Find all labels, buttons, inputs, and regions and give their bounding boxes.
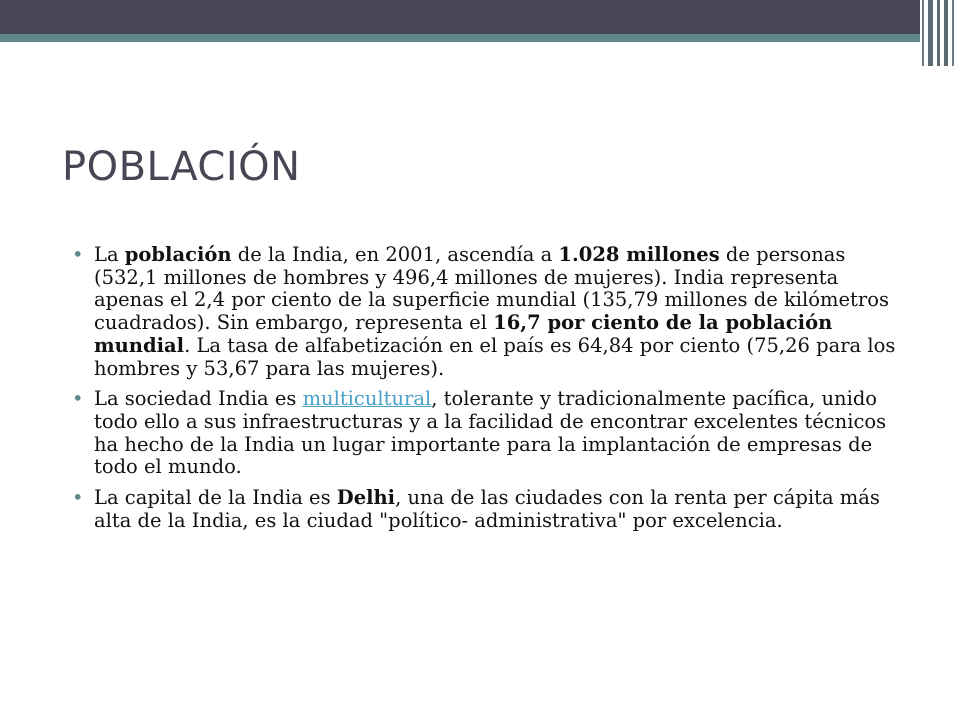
bullet-list [72,244,912,532]
header-band [0,0,960,34]
bullet-item-sociedad [72,388,912,479]
text-run: La [94,243,125,266]
text-run: de la India, en 2001, ascendía a [231,243,559,266]
text-run: La sociedad India es [94,387,303,411]
bold-text: 16,7 por ciento de la población mundial [94,311,833,357]
accent-strip [0,34,960,42]
slide-body [72,244,912,540]
bold-text: 1.028 millones [558,243,720,266]
decorative-line [570,60,776,62]
decorative-bar [937,0,940,66]
text-run: . La tasa de alfabetización en el país es 64,84 por ciento (75,26 para los hombres y 53,67 para las mujeres). [94,333,896,380]
slide-title: POBLACIÓN [62,144,301,190]
decorative-bar [944,0,948,66]
bullet-item-poblacion [72,244,912,380]
text-run: , tolerante y tradicionalmente pacífica, unido todo ello a sus infraestructuras y a la facilidad de encontrar excelentes técnicos ha hecho de la India un lugar importante para la implantación de empresas de todo el mundo. [94,387,887,479]
bullet-icon: • [72,486,84,510]
decorative-bar [928,0,933,66]
multicultural-link[interactable]: multicultural [302,387,432,411]
bold-text: Delhi [336,486,396,510]
text-run: , una de las ciudades con la renta per cápita más alta de la India, es la ciudad "político- administrativa" por excelencia. [94,486,880,532]
bullet-item-capital [72,487,912,532]
decorative-bar [922,0,924,66]
decorative-bar [952,0,954,66]
decorative-bars [920,0,960,66]
text-run: La capital de la India es [94,486,337,510]
bullet-icon: • [72,243,84,266]
text-run: de personas (532,1 millones de hombres y 496,4 millones de mujeres). India representa apenas el 2,4 por ciento de la superficie mundial (135,79 millones de kilómetros cuadrados). Sin embargo, representa el [94,243,889,335]
bullet-icon: • [72,387,84,411]
bold-text: población [124,243,232,266]
decorative-line [600,49,888,51]
